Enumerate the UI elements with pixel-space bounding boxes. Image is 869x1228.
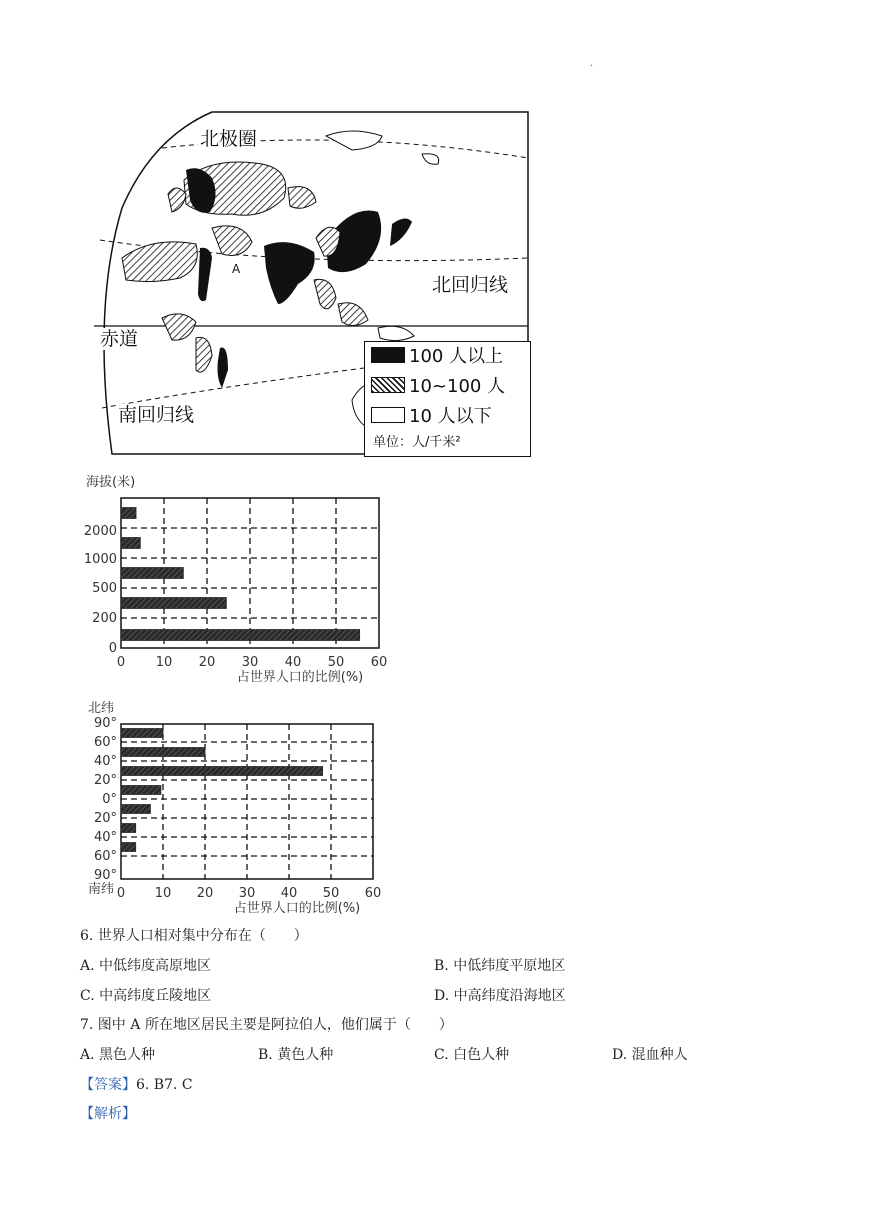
y-tick-label: 90° (93, 716, 117, 731)
legend-item-medium (371, 374, 505, 396)
question-6-stem: 6. 世界人口相对集中分布在（ ） (80, 928, 308, 944)
y-tick-label: 60° (93, 849, 117, 864)
q7-option-a: A. 黑色人种 (80, 1047, 156, 1063)
legend-swatch-hatched (371, 377, 405, 393)
bar-40°-60°S (121, 843, 136, 852)
y-tick-label: 20° (93, 811, 117, 826)
legend-label-medium: 10~100 人 (409, 376, 506, 397)
y-tick-label: 20° (93, 773, 117, 788)
y-tick-label: 60° (93, 735, 117, 750)
answer-text: 6. B7. C (136, 1077, 193, 1093)
point-a-label: A (232, 262, 241, 276)
bar-60°-90°N (121, 729, 163, 738)
bar-20°-40°N (121, 767, 323, 776)
answer-tag: 【答案】 (80, 1077, 136, 1093)
y-tick-label: 40° (93, 754, 117, 769)
legend-label-high: 100 人以上 (409, 346, 504, 367)
q6-option-d: D. 中高纬度沿海地区 (434, 988, 566, 1004)
bar->2000 (121, 508, 136, 519)
legend-swatch-solid (371, 347, 405, 363)
altitude-population-chart (76, 470, 406, 690)
x-tick-label: 60 (364, 886, 382, 901)
bar-0°-20°N (121, 786, 161, 795)
q7-option-d: D. 混血种人 (612, 1047, 688, 1063)
x-tick-label: 10 (154, 886, 172, 901)
tropic-of-capricorn-label: 南回归线 (118, 404, 195, 426)
y-tick-label: 2000 (83, 524, 117, 539)
altitude-chart-svg (76, 470, 406, 690)
legend-swatch-blank (371, 407, 405, 423)
q6-option-c: C. 中高纬度丘陵地区 (80, 988, 212, 1004)
q7-option-b: B. 黄色人种 (258, 1047, 334, 1063)
map-legend (364, 341, 531, 457)
legend-item-low (371, 404, 492, 426)
bar-40°-60°N (121, 748, 205, 757)
legend-item-high (371, 344, 503, 366)
y-axis-title-north: 北纬 (88, 701, 115, 716)
x-tick-label: 50 (327, 655, 345, 670)
latitude-chart-svg (76, 700, 406, 915)
y-tick-label: 1000 (83, 552, 117, 567)
x-tick-label: 40 (280, 886, 298, 901)
bar-20°-40°S (121, 824, 136, 833)
x-tick-label: 0 (116, 886, 126, 901)
x-tick-label: 20 (196, 886, 214, 901)
bar-0-200 (121, 630, 360, 641)
bar-200-500 (121, 598, 226, 609)
x-tick-label: 30 (241, 655, 259, 670)
y-axis-title: 海拔(米) (86, 475, 136, 490)
y-tick-label: 500 (92, 581, 117, 596)
y-tick-label: 40° (93, 830, 117, 845)
header-mark: . (590, 58, 594, 69)
y-tick-label: 200 (92, 611, 117, 626)
x-tick-label: 10 (155, 655, 173, 670)
x-tick-label: 20 (198, 655, 216, 670)
analysis-tag: 【解析】 (80, 1106, 136, 1122)
y-tick-label: 0° (102, 792, 117, 807)
x-tick-label: 40 (284, 655, 302, 670)
population-density-map (92, 108, 530, 456)
arctic-circle-label: 北极圈 (200, 128, 258, 150)
question-7-stem: 7. 图中 A 所在地区居民主要是阿拉伯人，他们属于（ ） (80, 1017, 453, 1033)
x-tick-label: 50 (322, 886, 340, 901)
latitude-population-chart (76, 700, 406, 915)
legend-unit: 单位：人/千米² (373, 435, 461, 450)
x-axis-title: 占世界人口的比例(%) (236, 670, 364, 685)
answer-line (80, 1074, 193, 1094)
y-tick-label: 0 (108, 641, 117, 656)
bar-500-1000 (121, 568, 183, 579)
x-tick-label: 0 (116, 655, 126, 670)
y-axis-title-south: 南纬 (88, 882, 115, 897)
x-tick-label: 30 (238, 886, 256, 901)
q6-option-b: B. 中低纬度平原地区 (434, 958, 566, 974)
legend-label-low: 10 人以下 (409, 406, 492, 427)
equator-label: 赤道 (100, 328, 139, 350)
q6-option-a: A. 中低纬度高原地区 (80, 958, 212, 974)
q7-option-c: C. 白色人种 (434, 1047, 510, 1063)
tropic-of-cancer-label: 北回归线 (432, 274, 509, 296)
bar-1000-2000 (121, 538, 140, 549)
bar-0°-20°S (121, 805, 150, 814)
x-tick-label: 60 (370, 655, 388, 670)
y-tick-label: 90° (93, 868, 117, 883)
x-axis-title: 占世界人口的比例(%) (233, 901, 361, 916)
